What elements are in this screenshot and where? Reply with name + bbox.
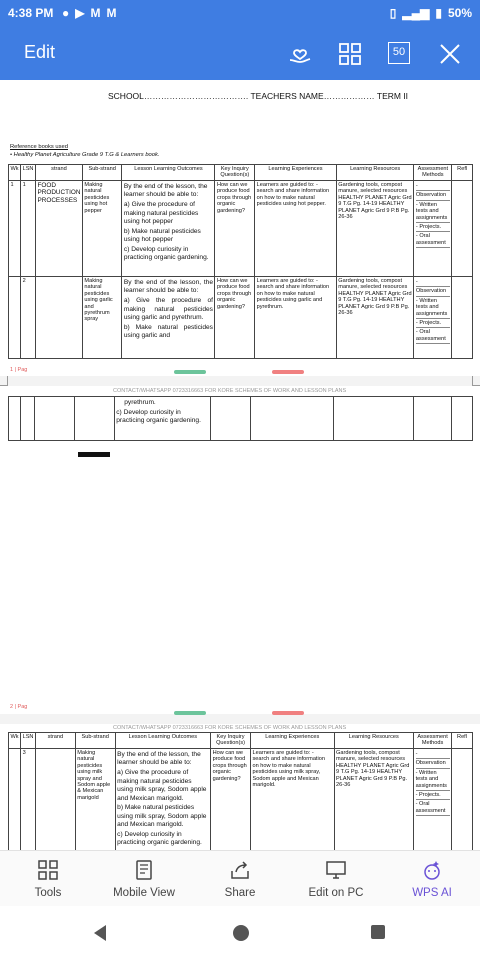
wps-ai-label: WPS AI xyxy=(412,886,452,899)
assessment-item: - Written tests and assignments xyxy=(416,297,450,319)
col-substrand: Sub-strand xyxy=(82,165,121,181)
cell-reflection xyxy=(452,180,473,276)
cell-wk xyxy=(9,748,21,850)
cell-resources: Gardening tools, compost manure, selected resources HEALTHY PLANET Agric Grd 9 T.G Pg. 14-19 HEALTHY PLANET Agric Grd 9 P.B Pg. 26-36 xyxy=(334,748,414,850)
black-line-mark xyxy=(78,452,110,457)
assessment-item: Observation xyxy=(416,287,450,296)
cell-reflection xyxy=(452,397,473,441)
col-outcomes: Lesson Learning Outcomes xyxy=(122,165,215,181)
cell-lsn: 1 xyxy=(21,180,36,276)
cell-substrand: Making natural pesticides using hot pepper xyxy=(82,180,121,276)
system-icons xyxy=(390,6,472,20)
cell-substrand: Making natural pesticides using milk spray and Sodom apple & Mexican marigold xyxy=(75,748,115,850)
scheme-table-2 xyxy=(8,396,473,441)
mobile-view-button[interactable] xyxy=(96,851,192,906)
assessment-item: - xyxy=(416,182,450,191)
share-icon xyxy=(229,859,251,881)
cell-lsn xyxy=(20,397,34,441)
outcome-c: c) Develop curiosity in practicing organic gardening. xyxy=(116,408,201,425)
col-reflection: Refl xyxy=(452,733,473,749)
assessment-item: - xyxy=(416,278,450,287)
wps-ai-icon xyxy=(421,859,443,881)
share-label: Share xyxy=(224,886,256,899)
grid-icon[interactable] xyxy=(336,40,364,68)
col-substrand: Sub-strand xyxy=(75,733,115,749)
col-kiq: Key Inquiry Question(s) xyxy=(215,165,255,181)
crop-mark xyxy=(472,376,480,386)
cell-wk xyxy=(9,276,21,358)
assessment-item: - Written tests and assignments xyxy=(416,769,450,791)
table-header-row xyxy=(9,733,473,749)
page-break-marker-green xyxy=(174,370,206,374)
cell-kiq: How can we produce food crops through organic gardening? xyxy=(215,180,255,276)
assessment-item: Observation xyxy=(416,759,450,768)
outcome-intro: By the end of the lesson, the learner should be able to: xyxy=(123,182,208,199)
page-1 xyxy=(0,80,480,376)
hand-heart-icon[interactable] xyxy=(286,40,314,68)
assessment-item: - xyxy=(416,750,450,759)
cell-strand xyxy=(35,748,75,850)
watermark-text: CONTACT/WHATSAPP 0723316663 FOR KORE SCHEMES OF WORK AND LESSON PLANS xyxy=(113,725,347,731)
outcome-intro: By the end of the lesson, the learner should be able to: xyxy=(123,278,213,295)
outcome-b: b) Make natural pesticides using milk spray, Sodom apple and Mexican marigold. xyxy=(117,804,207,829)
col-strand: strand xyxy=(35,733,75,749)
page-break-marker-green xyxy=(174,711,206,715)
assessment-item: - Oral assessment xyxy=(416,800,450,816)
cell-strand: FOOD PRODUCTION PROCESSES xyxy=(35,180,82,276)
status-bar xyxy=(0,0,480,28)
outcome-continued: pyrethrum. xyxy=(124,399,156,406)
page-break-marker-red xyxy=(272,370,304,374)
assessment-item: - Written tests and assignments xyxy=(416,201,450,223)
outcome-b: b) Make natural pesticides using garlic and xyxy=(123,323,213,340)
scheme-table-3 xyxy=(8,732,473,850)
youtube-icon: ▶ xyxy=(75,6,85,20)
mobile-view-icon xyxy=(133,859,155,881)
cell-resources xyxy=(334,397,414,441)
cell-assessment xyxy=(414,748,452,850)
col-assessment: Assessment Methods xyxy=(414,165,452,181)
table-row xyxy=(9,180,473,276)
cell-outcomes xyxy=(122,180,215,276)
wps-ai-button[interactable] xyxy=(384,851,480,906)
cell-outcomes xyxy=(122,276,215,358)
outcome-a: a) Give the procedure of making natural pesticides using garlic and pyrethrum. xyxy=(123,296,213,322)
edit-button[interactable]: Edit xyxy=(24,42,56,62)
watermark-text: CONTACT/WHATSAPP 0723316663 FOR KORE SCHEMES OF WORK AND LESSON PLANS xyxy=(113,388,347,394)
page-count-button[interactable]: 50 xyxy=(388,42,410,64)
table-header-row xyxy=(9,165,473,181)
cell-lsn: 3 xyxy=(21,748,36,850)
reference-heading: Reference books used xyxy=(10,144,69,150)
col-experiences: Learning Experiences xyxy=(255,165,337,181)
notification-icons xyxy=(62,6,116,20)
assessment-item: Observation xyxy=(416,191,450,200)
col-reflection: Refl xyxy=(452,165,473,181)
app-toolbar xyxy=(0,28,480,80)
reference-item-text: Healthy Planet Agriculture Grade 9 T.G & Learners book. xyxy=(13,152,160,158)
cell-strand xyxy=(34,397,74,441)
assessment-item: - Projects. xyxy=(416,791,450,800)
back-icon[interactable] xyxy=(92,924,108,942)
cell-wk xyxy=(9,397,21,441)
cell-experiences: Learners are guided to: - search and share information on how to make natural pesticides using garlic and pyrethrum. xyxy=(255,276,337,358)
cell-strand xyxy=(35,276,82,358)
table-row xyxy=(9,748,473,850)
scheme-table-1 xyxy=(8,164,473,359)
status-time: 4:38 PM xyxy=(8,6,54,20)
page-3 xyxy=(0,724,480,850)
gmail-icon-2: M xyxy=(106,6,117,20)
tools-label: Tools xyxy=(34,886,62,899)
col-resources: Learning Resources xyxy=(334,733,414,749)
share-button[interactable] xyxy=(192,851,288,906)
cell-assessment xyxy=(414,180,452,276)
cell-kiq: How can we produce food crops through organic gardening? xyxy=(215,276,255,358)
table-row-continued xyxy=(9,397,473,441)
cell-reflection xyxy=(452,748,473,850)
cell-kiq: How can we produce food crops through organic gardening? xyxy=(211,748,251,850)
gmail-icon: M xyxy=(90,6,101,20)
outcome-b: b) Make natural pesticides using hot pepper xyxy=(123,227,201,244)
page-number-1: 1 | Pag xyxy=(10,367,28,373)
cell-kiq xyxy=(210,397,250,441)
table-row xyxy=(9,276,473,358)
chat-icon: ● xyxy=(62,6,70,20)
cell-experiences xyxy=(250,397,334,441)
assessment-item: - Oral assessment xyxy=(416,232,450,248)
page-break-marker-red xyxy=(272,711,304,715)
col-wk: Wk xyxy=(9,165,21,181)
cell-outcomes xyxy=(114,397,210,441)
vibrate-icon: ▯ xyxy=(389,6,397,20)
outcome-c: c) Develop curiosity in practicing organic gardening. xyxy=(117,830,202,847)
cell-assessment xyxy=(414,397,452,441)
close-icon[interactable] xyxy=(436,40,464,68)
tools-button[interactable] xyxy=(0,851,96,906)
cell-experiences: Learners are guided to: - search and share information on how to make natural pesticides using milk spray, Sodom apple and Mexican marigold. xyxy=(251,748,335,850)
recents-icon[interactable] xyxy=(370,924,386,940)
col-wk: Wk xyxy=(9,733,21,749)
mobile-view-label: Mobile View xyxy=(113,886,175,899)
assessment-item: - Oral assessment xyxy=(416,328,450,344)
signal-icon: ▂▄▆ xyxy=(402,6,430,20)
col-experiences: Learning Experiences xyxy=(251,733,335,749)
home-icon[interactable] xyxy=(232,924,250,942)
col-kiq: Key Inquiry Question(s) xyxy=(211,733,251,749)
page-2 xyxy=(0,386,480,714)
outcome-a: a) Give the procedure of making natural pesticides using hot pepper xyxy=(123,200,199,226)
cell-substrand: Making natural pesticides using garlic and pyrethrum spray xyxy=(82,276,121,358)
reference-item: • Healthy Planet Agriculture Grade 9 T.G & Learners book. xyxy=(10,152,160,158)
cell-resources: Gardening tools, compost manure, selected resources HEALTHY PLANET Agric Grd 9 T.G Pg. 14-19 HEALTHY PLANET Agric Grd 9 P.B Pg. 26-36 xyxy=(336,180,414,276)
battery-icon: ▮ xyxy=(435,6,442,20)
col-resources: Learning Resources xyxy=(336,165,414,181)
assessment-item: - Projects. xyxy=(416,223,450,232)
tools-icon xyxy=(37,859,59,881)
battery-level: 50% xyxy=(447,6,472,20)
outcome-a: a) Give the procedure of making natural pesticides using milk spray, Sodom apple and Mexican marigold. xyxy=(117,768,207,802)
col-assessment: Assessment Methods xyxy=(414,733,452,749)
cell-lsn: 2 xyxy=(21,276,36,358)
cell-experiences: Learners are guided to: - search and share information on how to make natural pesticides using hot pepper. xyxy=(255,180,337,276)
cell-wk: 1 xyxy=(9,180,21,276)
col-lsn: LSN xyxy=(21,165,36,181)
col-strand: strand xyxy=(35,165,82,181)
col-lsn: LSN xyxy=(21,733,36,749)
cell-assessment xyxy=(414,276,452,358)
outcome-c: c) Develop curiosity in practicing organic gardening. xyxy=(123,245,209,262)
col-outcomes: Lesson Learning Outcomes xyxy=(115,733,210,749)
document-header: SCHOOL………………………………. TEACHERS NAME……………… TERM II xyxy=(108,91,409,101)
edit-on-pc-button[interactable] xyxy=(288,851,384,906)
cell-outcomes xyxy=(115,748,210,850)
page-number-2: 2 | Pag xyxy=(10,704,28,710)
cell-resources: Gardening tools, compost manure, selected resources HEALTHY PLANET Agric Grd 9 T.G Pg. 14-19 HEALTHY PLANET Agric Grd 9 P.B Pg. 26-36 xyxy=(336,276,414,358)
document-view[interactable] xyxy=(0,80,480,850)
edit-on-pc-label: Edit on PC xyxy=(308,886,364,899)
monitor-icon xyxy=(325,859,347,881)
cell-reflection xyxy=(452,276,473,358)
system-nav-bar xyxy=(0,906,480,960)
bottom-toolbar xyxy=(0,850,480,906)
crop-mark xyxy=(0,376,8,386)
cell-substrand xyxy=(74,397,114,441)
outcome-intro: By the end of the lesson, the learner should be able to: xyxy=(117,750,201,767)
assessment-item: - Projects. xyxy=(416,319,450,328)
